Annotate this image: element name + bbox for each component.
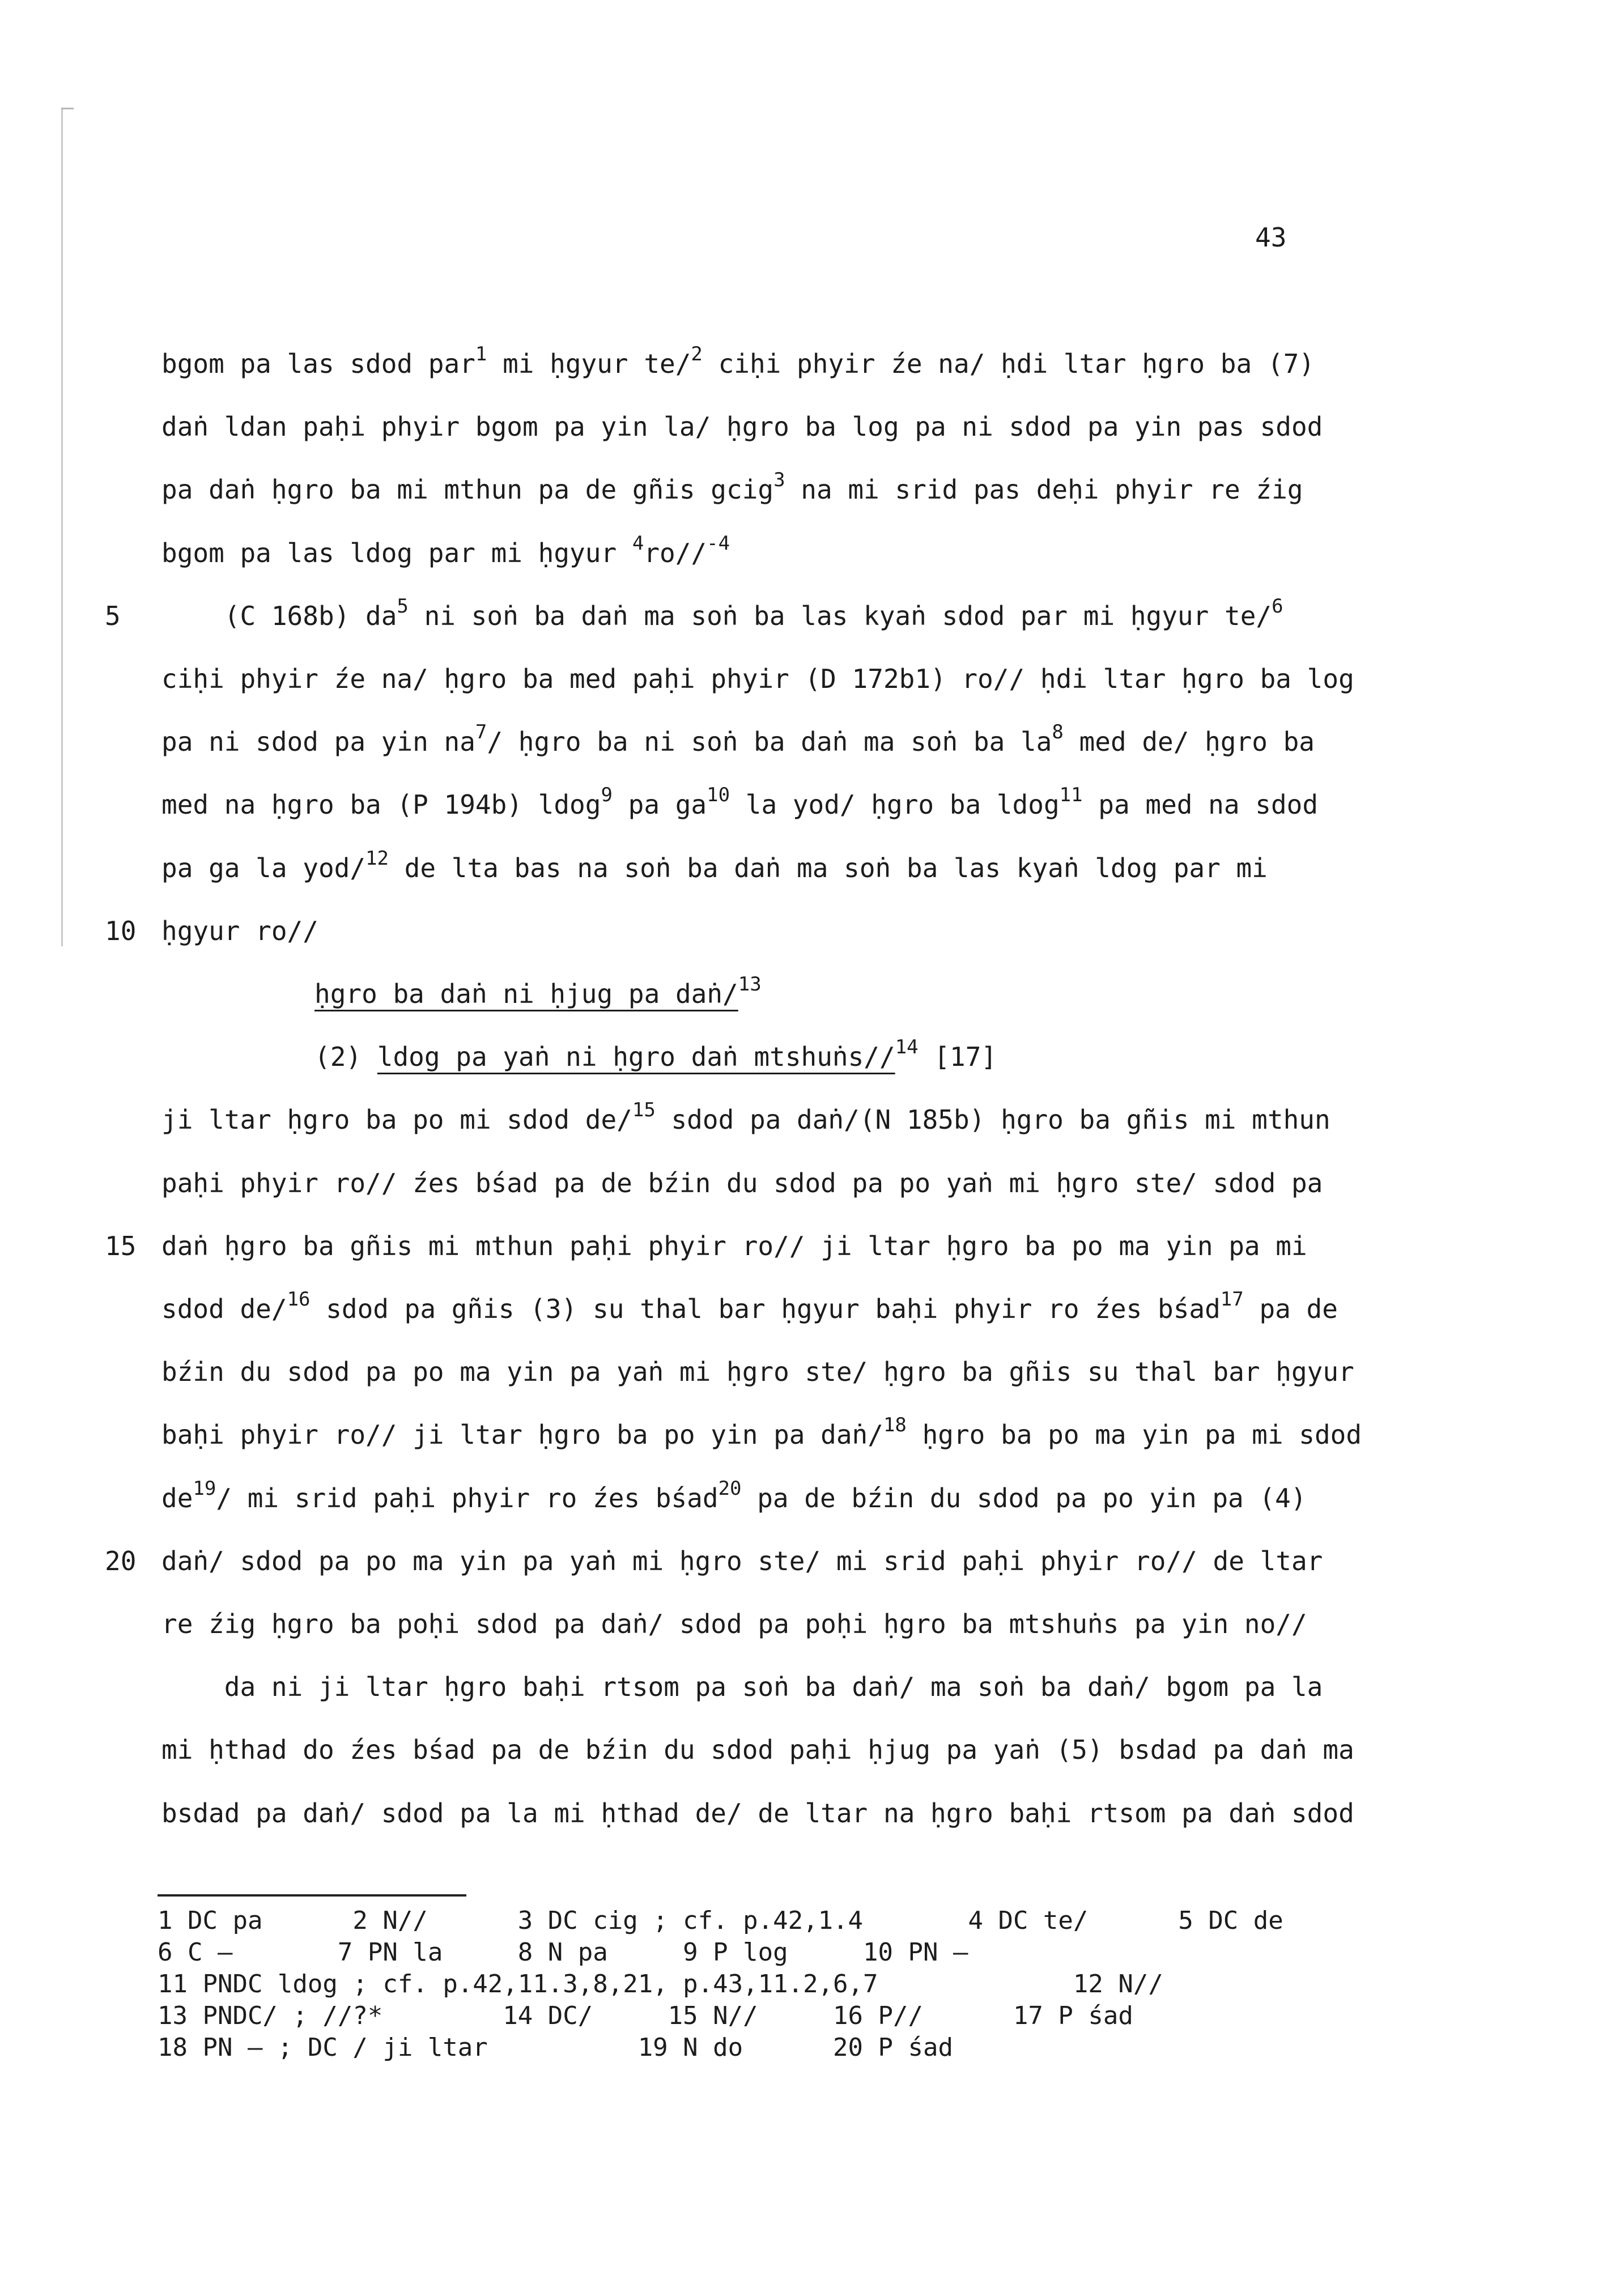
text-line: paḥi phyir ro// źes bśad pa de bźin du sdod pa po yaṅ mi ḥgro ste/ sdod pa: [161, 1168, 1323, 1198]
text-line: pa daṅ ḥgro ba mi mthun pa de gñis gcig$^3$ na mi srid pas deḥi phyir re źig: [161, 469, 1303, 505]
footnote-line: 11 PNDC ldog ; cf. p.42,11.3,8,21, p.43,11.2,6,7 12 N//: [158, 1970, 1163, 1999]
margin-bracket: [61, 108, 64, 946]
line-number: 15: [105, 1231, 137, 1261]
text-line: baḥi phyir ro// ji ltar ḥgro ba po yin pa daṅ/$^{18}$ ḥgro ba po ma yin pa mi sdod: [161, 1414, 1362, 1450]
line-number: 20: [105, 1546, 137, 1576]
line-number: 5: [105, 601, 121, 631]
text-line: sdod de/$^{16}$ sdod pa gñis (3) su thal bar ḥgyur baḥi phyir ro źes bśad$^{17}$ pa de: [161, 1288, 1338, 1324]
text-line: ciḥi phyir źe na/ ḥgro ba med paḥi phyir (D 172b1) ro// ḥdi ltar ḥgro ba log: [161, 664, 1354, 694]
footnote-rule: [158, 1894, 466, 1897]
text-line: $de^{19}/$ mi srid paḥi phyir ro źes bśad$^{20}$ pa de bźin du sdod pa po yin pa (4): [161, 1477, 1307, 1513]
footnote-line: 13 PNDC/ ; //?* 14 DC/ 15 N// 16 P// 17 P śad: [158, 2001, 1133, 2030]
text-line: bsdad pa daṅ/ sdod pa la mi ḥthad de/ de ltar na ḥgro baḥi rtsom pa daṅ sdod: [161, 1798, 1354, 1829]
page-number: 43: [1255, 222, 1287, 253]
text-line: re źig ḥgro ba poḥi sdod pa daṅ/ sdod pa poḥi ḥgro ba mtshuṅs pa yin no//: [161, 1609, 1307, 1639]
text-line: (C 168b) $da^5$ ni soṅ ba daṅ ma soṅ ba las kyaṅ sdod par mi ḥgyur te/$^6$: [161, 595, 1283, 631]
text-line: daṅ ḥgro ba gñis mi mthun paḥi phyir ro// ji ltar ḥgro ba po ma yin pa mi: [161, 1231, 1307, 1261]
text-line: pa ni sdod pa yin $na^7/$ ḥgro ba ni soṅ ba daṅ ma soṅ ba $la^8$ med de/ ḥgro ba: [161, 721, 1315, 757]
footnote-line: 1 DC pa 2 N// 3 DC cig ; cf. p.42,1.4 4 DC te/ 5 DC de: [158, 1906, 1283, 1935]
text-line: bźin du sdod pa po ma yin pa yaṅ mi ḥgro ste/ ḥgro ba gñis su thal bar ḥgyur: [161, 1357, 1354, 1387]
footnote-line: 18 PN — ; DC / ji ltar 19 N do 20 P śad: [158, 2033, 953, 2062]
text-line: mi ḥthad do źes bśad pa de bźin du sdod paḥi ḥjug pa yaṅ (5) bsdad pa daṅ ma: [161, 1734, 1354, 1765]
text-line: (2) ldog pa yaṅ ni ḥgro daṅ mtshuṅs//$^{14}$ [17]: [314, 1036, 997, 1072]
text-line: daṅ ldan paḥi phyir bgom pa yin la/ ḥgro ba log pa ni sdod pa yin pas sdod: [161, 411, 1323, 442]
text-line: med na ḥgro ba (P 194b) ldog$^9$ pa $ga^{10}$ la yod/ ḥgro ba ldog$^{11}$ pa med na sdod: [161, 784, 1319, 820]
text-line: ḥgro ba daṅ ni ḥjug pa daṅ/$^{13}$: [314, 973, 762, 1009]
text-line: ji ltar ḥgro ba po mi sdod de/$^{15}$ sdod pa daṅ/(N 185b) ḥgro ba gñis mi mthun: [161, 1099, 1330, 1135]
text-line: bgom pa las sdod par$^1$ mi ḥgyur te/$^2$ ciḥi phyir źe na/ ḥdi ltar ḥgro ba (7): [161, 343, 1315, 379]
text-line: bgom pa las ldog par mi ḥgyur $^4$ro//$^{-4}$: [161, 532, 730, 568]
footnote-line: 6 C — 7 PN la 8 N pa 9 P log 10 PN —: [158, 1938, 968, 1967]
line-number: 10: [105, 916, 137, 946]
text-line: daṅ/ sdod pa po ma yin pa yaṅ mi ḥgro ste/ mi srid paḥi phyir ro// de ltar: [161, 1546, 1323, 1576]
text-line: da ni ji ltar ḥgro baḥi rtsom pa soṅ ba daṅ/ ma soṅ ba daṅ/ bgom pa la: [161, 1672, 1323, 1702]
text-line: ḥgyur ro//: [161, 916, 318, 946]
text-line: pa ga la yod/$^{12}$ de lta bas na soṅ ba daṅ ma soṅ ba las kyaṅ ldog par mi: [161, 847, 1268, 883]
